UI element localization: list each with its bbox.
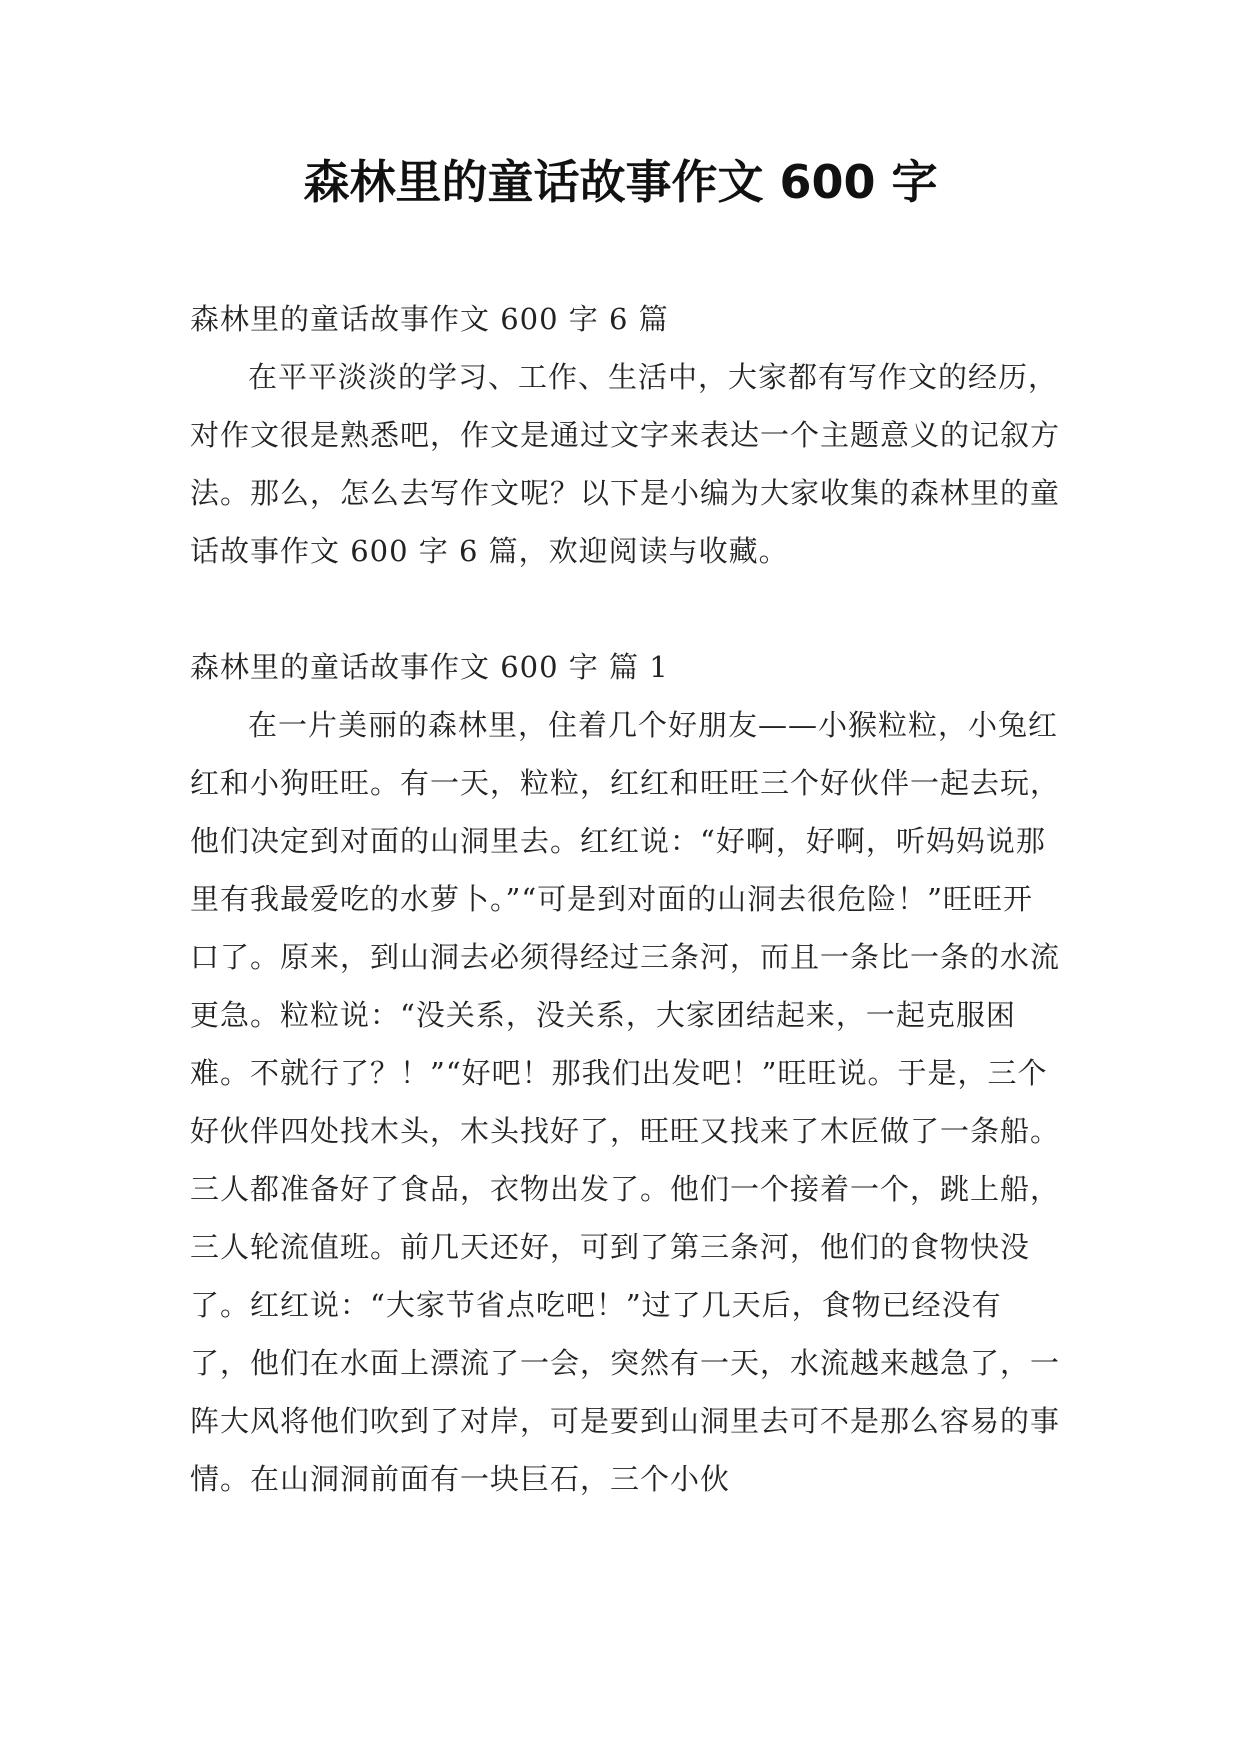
intro-paragraph: 在平平淡淡的学习、工作、生活中，大家都有写作文的经历，对作文很是熟悉吧，作文是通过文字来表达一个主题意义的记叙方法。那么，怎么去写作文呢？以下是小编为大家收集的森林里的童话故事作文 600 字 6 篇，欢迎阅读与收藏。	[190, 360, 1061, 568]
document-title: 森林里的童话故事作文 600 字	[303, 155, 938, 209]
section1-heading-block	[190, 638, 1060, 696]
section1-paragraph: 在一片美丽的森林里，住着几个好朋友——小猴粒粒，小兔红红和小狗旺旺。有一天，粒粒，红红和旺旺三个好伙伴一起去玩，他们决定到对面的山洞里去。红红说：“好啊，好啊，听妈妈说那里有我最爱吃的水萝卜。”“可是到对面的山洞去很危险！”旺旺开口了。原来，到山洞去必须得经过三条河，而且一条比一条的水流更急。粒粒说：“没关系，没关系，大家团结起来，一起克服困难。不就行了？！”“好吧！那我们出发吧！”旺旺说。于是，三个好伙伴四处找木头，木头找好了，旺旺又找来了木匠做了一条船。三人都准备好了食品，衣物出发了。他们一个接着一个，跳上船，三人轮流值班。前几天还好，可到了第三条河，他们的食物快没了。红红说：“大家节省点吃吧！”过了几天后，食物已经没有了，他们在水面上漂流了一会，突然有一天，水流越来越急了，一阵大风将他们吹到了对岸，可是要到山洞里去可不是那么容易的事情。在山洞洞前面有一块巨石，三个小伙	[190, 708, 1061, 1496]
subtitle-block	[190, 290, 1060, 348]
section1-heading: 森林里的童话故事作文 600 字 篇 1	[190, 650, 669, 684]
document-subtitle: 森林里的童话故事作文 600 字 6 篇	[190, 302, 669, 336]
intro-block	[190, 348, 1060, 580]
section1-body-block	[190, 696, 1060, 1508]
